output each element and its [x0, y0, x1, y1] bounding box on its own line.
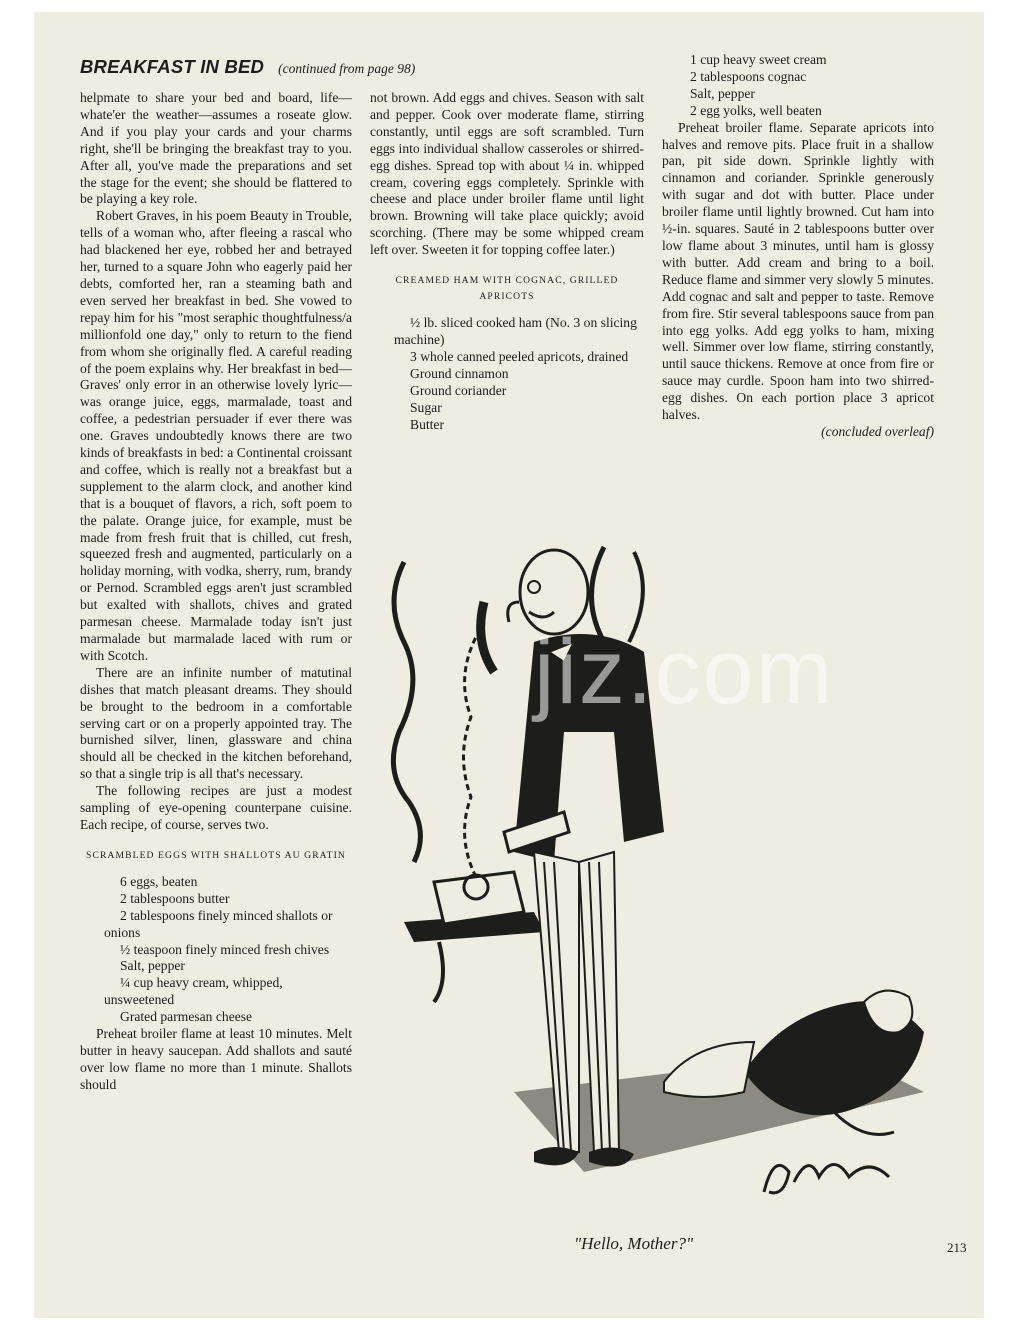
ingredient: Salt, pepper [690, 85, 755, 101]
ingredient: Ground cinnamon [410, 365, 509, 381]
cartoon-caption: "Hello, Mother?" [574, 1234, 694, 1253]
continued-note: (continued from page 98) [278, 61, 416, 76]
paragraph: not brown. Add eggs and chives. Season with salt and pepper. Cook over moderate flame, stirring constantly, until eggs are soft scrambled. Turn eggs into individual shallow casseroles or shirred-egg dishes. Spread top with about ¼ in. whipped cream, covering eggs completely. Sprinkle with cheese and place under broiler flame until light brown. Browning will take place quickly; avoid scorching. (There may be some whipped cream left over. Sweeten it for topping coffee later.) [370, 90, 644, 258]
ingredient: 2 tablespoons cognac [690, 68, 807, 84]
ingredient: Grated parmesan cheese [120, 1009, 253, 1025]
page-number: 213 [947, 1240, 967, 1255]
ingredient: Sugar [410, 399, 442, 415]
ingredient: Ground coriander [410, 382, 507, 398]
recipe-title: CREAMED HAM WITH COGNAC, GRILLED APRICOTS [395, 275, 619, 303]
ingredient: 2 egg yolks, well beaten [690, 102, 822, 118]
paragraph: There are an infinite number of matutinal dishes that match pleasant dreams. They should be brought to the bedroom in a comfortable serving cart or on a properly appointed tray. The burnished silver, linen, glassware and china should all be checked in the kitchen beforehand, so that a single trip is all that's necessary. [80, 664, 352, 782]
article-header [80, 56, 500, 78]
ingredient: Butter [410, 416, 444, 432]
ingredient: 1 cup heavy sweet cream [690, 52, 827, 67]
paragraph: helpmate to share your bed and board, life—whate'er the weather—assumes a roseate glow. And if you play your cards and your charms right, she'll be bringing the breakfast tray to you. After all, you've made the preparations and set the stage for the event; she should be flattered to be playing a key role. [80, 90, 352, 207]
paragraph: Robert Graves, in his poem Beauty in Trouble, tells of a woman who, after fleeing a rascal who had blackened her eye, robbed her and betrayed her, turned to a square John who eagerly paid her debts, comforted her, ran a steaming bath and even served her breakfast in bed. She vowed to repay him for his "most seraphic thoughtfulness/a millionfold one day," only to return to the fiend from whom she originally fled. A careful reading of the poem explains why. Her breakfast in bed—Graves' only error in an otherwise lovely lyric—was orange juice, eggs, marmalade, toast and coffee, a pedestrian persuader if ever there was one. Graves undoubtedly knows there are two kinds of breakfasts in bed: a Continental croissant and coffee, which is really not a breakfast but a supplement to the alarm clock, and another kind that is a bouquet of flavors, a rich, soft poem to the palate. Orange juice, for example, must be made from fresh fruit that is chilled, cut fresh, squeezed fresh and augmented, particularly on a holiday morning, with vodka, sherry, rum, brandy or Pernod. Scrambled eggs aren't just scrambled but exalted with shallots, chives and grated parmesan cheese. Marmalade today isn't just marmalade but marmalade laced with rum or with Scotch. [80, 208, 352, 663]
column-3 [662, 52, 934, 441]
ingredient: Salt, pepper [120, 958, 185, 974]
concluded-note: (concluded overleaf) [821, 423, 934, 439]
paragraph: Preheat broiler flame at least 10 minutes. Melt butter in heavy saucepan. Add shallots and sauté over low flame no more than 1 minute. Shallots should [80, 1026, 352, 1092]
column-1 [80, 90, 352, 1094]
ingredient: 2 tablespoons butter [120, 890, 230, 906]
column-2 [370, 90, 644, 433]
ingredient: 2 tablespoons finely minced shallots or onions [104, 907, 333, 940]
ingredient: 3 whole canned peeled apricots, drained [410, 348, 629, 364]
magazine-page [34, 12, 984, 1318]
watermark: jiz.com [534, 621, 835, 723]
paragraph: The following recipes are just a modest sampling of eye-opening counterpane cuisine. Each recipe, of course, serves two. [80, 783, 352, 832]
ingredient: ¼ cup heavy cream, whipped, unsweetened [104, 975, 283, 1008]
article-title: BREAKFAST IN BED [80, 56, 265, 77]
paragraph: Preheat broiler flame. Separate apricots into halves and remove pits. Place fruit in a shallow pan, pit side down. Sprinkle lightly with cinnamon and coriander. Sprinkle generously with sugar and dot with butter. Place under broiler flame until lightly browned. Cut ham into ½-in. squares. Sauté in 2 tablespoons butter over low flame about 3 minutes, until ham is glossy with butter. Add cream and bring to a boil. Reduce flame and simmer very slowly 5 minutes. Add cognac and salt and pepper to taste. Remove from fire. Stir several tablespoons sauce from pan into egg yolks. Add egg yolks to ham, mixing well. Simmer over low flame, stirring constantly, until sauce thickens. Remove at once from fire or sauce may curdle. Spoon ham into two shirred-egg dishes. On each portion place 3 apricot halves. [662, 119, 934, 423]
ingredient: ½ teaspoon finely minced fresh chives [120, 941, 330, 957]
ingredient: 6 eggs, beaten [120, 873, 198, 889]
recipe-title: SCRAMBLED EGGS WITH SHALLOTS AU GRATIN [86, 849, 346, 861]
ingredient: ½ lb. sliced cooked ham (No. 3 on slicing machine) [394, 315, 637, 347]
